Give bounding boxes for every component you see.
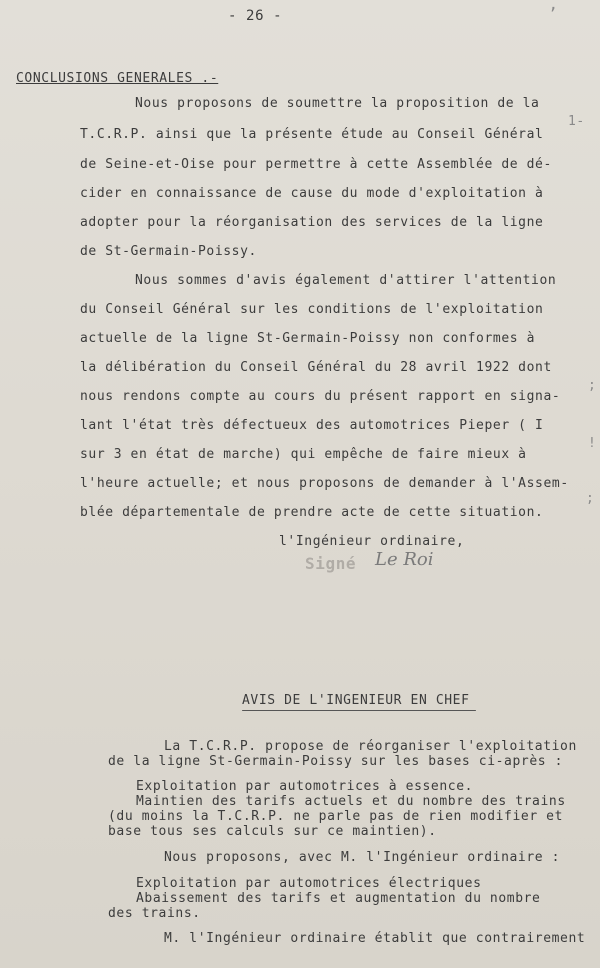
paragraph-line: cider en connaissance de cause du mode d'exploitation à — [80, 186, 544, 201]
paragraph-line: sur 3 en état de marche) qui empêche de faire mieux à — [80, 447, 527, 462]
paragraph-line: La T.C.R.P. propose de réorganiser l'exploitation — [164, 739, 577, 754]
paragraph-line: blée départementale de prendre acte de cette situation. — [80, 505, 544, 520]
paragraph-line: T.C.R.P. ainsi que la présente étude au Conseil Général — [80, 127, 544, 142]
paragraph-line: lant l'état très défectueux des automotrices Pieper ( I — [80, 418, 544, 433]
paragraph-line: de Seine-et-Oise pour permettre à cette Assemblée de dé- — [80, 157, 552, 172]
list-item: (du moins la T.C.R.P. ne parle pas de rien modifier et — [108, 809, 564, 824]
list-item: Maintien des tarifs actuels et du nombre des trains — [136, 794, 566, 809]
paragraph-line: de la ligne St-Germain-Poissy sur les bases ci-après : — [108, 754, 564, 769]
margin-mark: 1- — [568, 114, 585, 129]
paragraph-line: Nous proposons, avec M. l'Ingénieur ordinaire : — [164, 850, 561, 865]
list-item: Exploitation par automotrices à essence. — [136, 779, 474, 794]
section-heading-conclusions: CONCLUSIONS GENERALES .- — [16, 71, 219, 86]
signature-title: l'Ingénieur ordinaire, — [279, 534, 465, 549]
paragraph-line: actuelle de la ligne St-Germain-Poissy non conformes à — [80, 331, 536, 346]
paragraph-line: l'heure actuelle; et nous proposons de demander à l'Assem- — [80, 476, 569, 491]
list-item: des trains. — [108, 906, 201, 921]
corner-mark: ʼ — [548, 4, 559, 23]
paragraph-line: de St-Germain-Poissy. — [80, 244, 257, 259]
paragraph-line: Nous sommes d'avis également d'attirer l'attention — [135, 273, 557, 288]
heading-underline — [242, 710, 476, 711]
list-item: Exploitation par automotrices électriques — [136, 876, 482, 891]
margin-mark: ! — [588, 436, 597, 451]
paragraph-line: Nous proposons de soumettre la proposition de la — [135, 96, 540, 111]
handwritten-signature: Le Roi — [375, 549, 434, 570]
paragraph-line: nous rendons compte au cours du présent rapport en signa- — [80, 389, 561, 404]
section-heading-avis: AVIS DE L'INGENIEUR EN CHEF — [242, 693, 470, 708]
paragraph-line: du Conseil Général sur les conditions de l'exploitation — [80, 302, 544, 317]
list-item: Abaissement des tarifs et augmentation du nombre — [136, 891, 541, 906]
list-item: base tous ses calculs sur ce maintien). — [108, 824, 437, 839]
signed-label: Signé — [305, 554, 357, 573]
margin-mark: ; — [586, 491, 595, 506]
page-number: - 26 - — [228, 8, 283, 24]
paragraph-line: M. l'Ingénieur ordinaire établit que contrairement — [164, 931, 586, 946]
margin-mark: ; — [588, 378, 597, 393]
paragraph-line: la délibération du Conseil Général du 28 avril 1922 dont — [80, 360, 552, 375]
paragraph-line: adopter pour la réorganisation des services de la ligne — [80, 215, 544, 230]
